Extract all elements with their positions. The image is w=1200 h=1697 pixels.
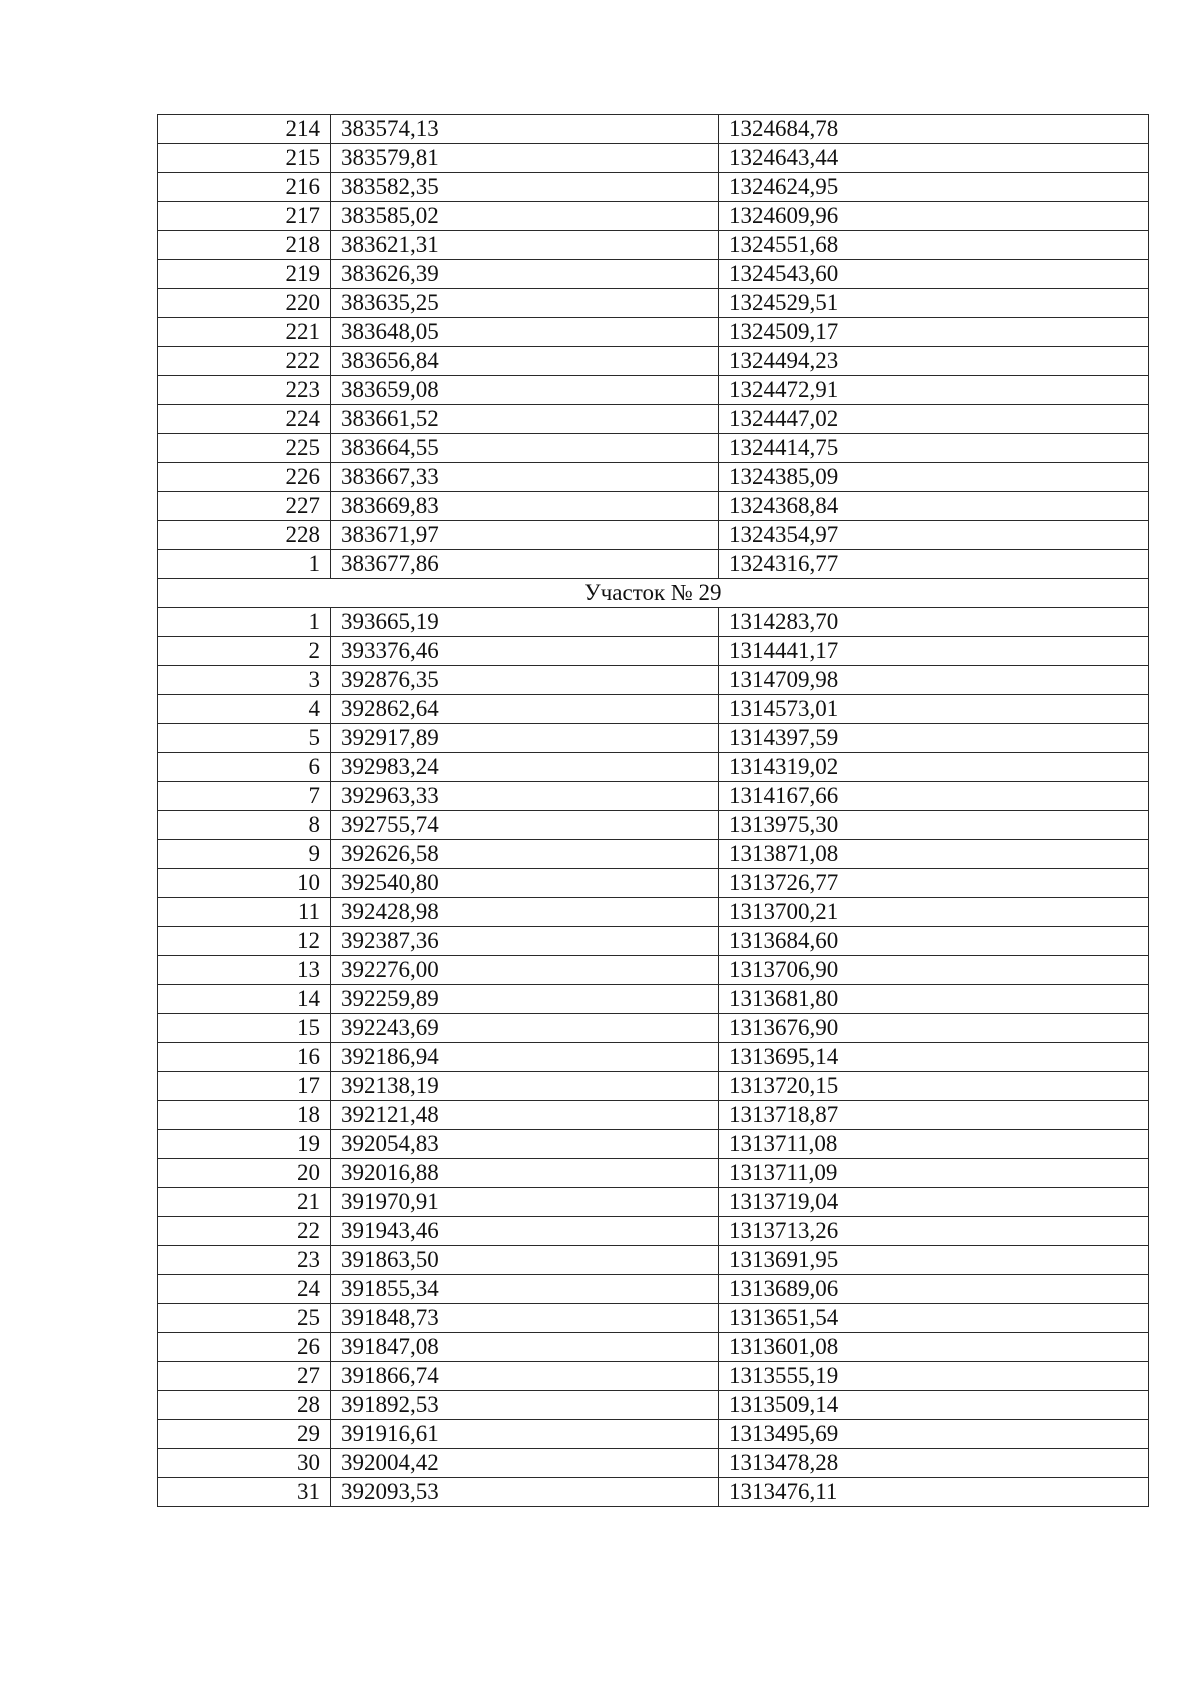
point-number-cell: 13: [158, 956, 331, 985]
y-coordinate-cell: 1313718,87: [719, 1101, 1149, 1130]
table-row: [158, 173, 1149, 202]
table-row: [158, 927, 1149, 956]
y-coordinate-cell: 1313711,09: [719, 1159, 1149, 1188]
point-number-cell: 7: [158, 782, 331, 811]
table-row: [158, 753, 1149, 782]
section-title: Участок № 29: [158, 579, 1149, 608]
point-number-cell: 27: [158, 1362, 331, 1391]
y-coordinate-cell: 1313555,19: [719, 1362, 1149, 1391]
x-coordinate-cell: 392983,24: [331, 753, 719, 782]
table-row: [158, 608, 1149, 637]
table-row: [158, 202, 1149, 231]
table-row: [158, 1101, 1149, 1130]
x-coordinate-cell: 392004,42: [331, 1449, 719, 1478]
point-number-cell: 218: [158, 231, 331, 260]
table-row: [158, 1217, 1149, 1246]
x-coordinate-cell: 392862,64: [331, 695, 719, 724]
table-row: [158, 318, 1149, 347]
table-row: [158, 376, 1149, 405]
table-row: [158, 260, 1149, 289]
point-number-cell: 23: [158, 1246, 331, 1275]
table-row: [158, 492, 1149, 521]
point-number-cell: 14: [158, 985, 331, 1014]
y-coordinate-cell: 1324368,84: [719, 492, 1149, 521]
point-number-cell: 20: [158, 1159, 331, 1188]
x-coordinate-cell: 383582,35: [331, 173, 719, 202]
x-coordinate-cell: 383635,25: [331, 289, 719, 318]
y-coordinate-cell: 1313975,30: [719, 811, 1149, 840]
table-row: [158, 405, 1149, 434]
table-row: [158, 811, 1149, 840]
point-number-cell: 215: [158, 144, 331, 173]
x-coordinate-cell: 391892,53: [331, 1391, 719, 1420]
x-coordinate-cell: 383585,02: [331, 202, 719, 231]
x-coordinate-cell: 392054,83: [331, 1130, 719, 1159]
x-coordinate-cell: 392917,89: [331, 724, 719, 753]
point-number-cell: 214: [158, 115, 331, 144]
y-coordinate-cell: 1313726,77: [719, 869, 1149, 898]
y-coordinate-cell: 1313871,08: [719, 840, 1149, 869]
table-row: [158, 666, 1149, 695]
y-coordinate-cell: 1324609,96: [719, 202, 1149, 231]
point-number-cell: 221: [158, 318, 331, 347]
x-coordinate-cell: 392387,36: [331, 927, 719, 956]
x-coordinate-cell: 392259,89: [331, 985, 719, 1014]
y-coordinate-cell: 1314167,66: [719, 782, 1149, 811]
coordinates-table-body: [158, 115, 1149, 1507]
x-coordinate-cell: 383661,52: [331, 405, 719, 434]
y-coordinate-cell: 1313689,06: [719, 1275, 1149, 1304]
x-coordinate-cell: 392093,53: [331, 1478, 719, 1507]
table-row: [158, 347, 1149, 376]
y-coordinate-cell: 1324643,44: [719, 144, 1149, 173]
point-number-cell: 22: [158, 1217, 331, 1246]
y-coordinate-cell: 1324509,17: [719, 318, 1149, 347]
table-row: [158, 1043, 1149, 1072]
x-coordinate-cell: 383656,84: [331, 347, 719, 376]
table-row: [158, 463, 1149, 492]
table-row: [158, 1420, 1149, 1449]
point-number-cell: 29: [158, 1420, 331, 1449]
table-row: [158, 1478, 1149, 1507]
x-coordinate-cell: 391863,50: [331, 1246, 719, 1275]
x-coordinate-cell: 392963,33: [331, 782, 719, 811]
table-row: [158, 144, 1149, 173]
point-number-cell: 1: [158, 550, 331, 579]
point-number-cell: 19: [158, 1130, 331, 1159]
point-number-cell: 8: [158, 811, 331, 840]
point-number-cell: 25: [158, 1304, 331, 1333]
y-coordinate-cell: 1314397,59: [719, 724, 1149, 753]
y-coordinate-cell: 1314319,02: [719, 753, 1149, 782]
point-number-cell: 217: [158, 202, 331, 231]
x-coordinate-cell: 392138,19: [331, 1072, 719, 1101]
section-header-row: [158, 579, 1149, 608]
point-number-cell: 21: [158, 1188, 331, 1217]
table-row: [158, 637, 1149, 666]
point-number-cell: 216: [158, 173, 331, 202]
x-coordinate-cell: 392186,94: [331, 1043, 719, 1072]
x-coordinate-cell: 391866,74: [331, 1362, 719, 1391]
table-row: [158, 840, 1149, 869]
point-number-cell: 9: [158, 840, 331, 869]
y-coordinate-cell: 1313601,08: [719, 1333, 1149, 1362]
y-coordinate-cell: 1324385,09: [719, 463, 1149, 492]
y-coordinate-cell: 1324543,60: [719, 260, 1149, 289]
point-number-cell: 16: [158, 1043, 331, 1072]
table-row: [158, 550, 1149, 579]
point-number-cell: 31: [158, 1478, 331, 1507]
y-coordinate-cell: 1313695,14: [719, 1043, 1149, 1072]
y-coordinate-cell: 1313681,80: [719, 985, 1149, 1014]
table-row: [158, 1159, 1149, 1188]
table-row: [158, 724, 1149, 753]
point-number-cell: 223: [158, 376, 331, 405]
y-coordinate-cell: 1324316,77: [719, 550, 1149, 579]
table-row: [158, 1391, 1149, 1420]
table-row: [158, 1449, 1149, 1478]
x-coordinate-cell: 392276,00: [331, 956, 719, 985]
x-coordinate-cell: 383621,31: [331, 231, 719, 260]
x-coordinate-cell: 383648,05: [331, 318, 719, 347]
y-coordinate-cell: 1324354,97: [719, 521, 1149, 550]
x-coordinate-cell: 392121,48: [331, 1101, 719, 1130]
table-row: [158, 695, 1149, 724]
y-coordinate-cell: 1313478,28: [719, 1449, 1149, 1478]
table-row: [158, 956, 1149, 985]
y-coordinate-cell: 1313700,21: [719, 898, 1149, 927]
y-coordinate-cell: 1313720,15: [719, 1072, 1149, 1101]
point-number-cell: 30: [158, 1449, 331, 1478]
x-coordinate-cell: 391847,08: [331, 1333, 719, 1362]
x-coordinate-cell: 392540,80: [331, 869, 719, 898]
point-number-cell: 12: [158, 927, 331, 956]
point-number-cell: 4: [158, 695, 331, 724]
point-number-cell: 24: [158, 1275, 331, 1304]
y-coordinate-cell: 1314283,70: [719, 608, 1149, 637]
x-coordinate-cell: 391943,46: [331, 1217, 719, 1246]
point-number-cell: 225: [158, 434, 331, 463]
y-coordinate-cell: 1324414,75: [719, 434, 1149, 463]
point-number-cell: 2: [158, 637, 331, 666]
point-number-cell: 219: [158, 260, 331, 289]
point-number-cell: 1: [158, 608, 331, 637]
y-coordinate-cell: 1313495,69: [719, 1420, 1149, 1449]
x-coordinate-cell: 393376,46: [331, 637, 719, 666]
x-coordinate-cell: 383626,39: [331, 260, 719, 289]
y-coordinate-cell: 1324472,91: [719, 376, 1149, 405]
table-row: [158, 231, 1149, 260]
x-coordinate-cell: 383579,81: [331, 144, 719, 173]
y-coordinate-cell: 1313691,95: [719, 1246, 1149, 1275]
y-coordinate-cell: 1324551,68: [719, 231, 1149, 260]
x-coordinate-cell: 391855,34: [331, 1275, 719, 1304]
y-coordinate-cell: 1313509,14: [719, 1391, 1149, 1420]
y-coordinate-cell: 1324447,02: [719, 405, 1149, 434]
point-number-cell: 3: [158, 666, 331, 695]
x-coordinate-cell: 392243,69: [331, 1014, 719, 1043]
point-number-cell: 222: [158, 347, 331, 376]
y-coordinate-cell: 1313676,90: [719, 1014, 1149, 1043]
y-coordinate-cell: 1314441,17: [719, 637, 1149, 666]
x-coordinate-cell: 392428,98: [331, 898, 719, 927]
table-row: [158, 1246, 1149, 1275]
x-coordinate-cell: 391970,91: [331, 1188, 719, 1217]
y-coordinate-cell: 1313719,04: [719, 1188, 1149, 1217]
y-coordinate-cell: 1314709,98: [719, 666, 1149, 695]
point-number-cell: 6: [158, 753, 331, 782]
x-coordinate-cell: 383677,86: [331, 550, 719, 579]
y-coordinate-cell: 1313713,26: [719, 1217, 1149, 1246]
point-number-cell: 26: [158, 1333, 331, 1362]
y-coordinate-cell: 1313711,08: [719, 1130, 1149, 1159]
point-number-cell: 226: [158, 463, 331, 492]
x-coordinate-cell: 392755,74: [331, 811, 719, 840]
coordinates-table: [157, 114, 1149, 1507]
point-number-cell: 220: [158, 289, 331, 318]
y-coordinate-cell: 1324529,51: [719, 289, 1149, 318]
y-coordinate-cell: 1324624,95: [719, 173, 1149, 202]
point-number-cell: 17: [158, 1072, 331, 1101]
point-number-cell: 11: [158, 898, 331, 927]
x-coordinate-cell: 392016,88: [331, 1159, 719, 1188]
y-coordinate-cell: 1313651,54: [719, 1304, 1149, 1333]
point-number-cell: 28: [158, 1391, 331, 1420]
x-coordinate-cell: 383574,13: [331, 115, 719, 144]
table-row: [158, 1362, 1149, 1391]
point-number-cell: 5: [158, 724, 331, 753]
table-row: [158, 898, 1149, 927]
table-row: [158, 289, 1149, 318]
point-number-cell: 227: [158, 492, 331, 521]
x-coordinate-cell: 392626,58: [331, 840, 719, 869]
y-coordinate-cell: 1313684,60: [719, 927, 1149, 956]
x-coordinate-cell: 391916,61: [331, 1420, 719, 1449]
y-coordinate-cell: 1324684,78: [719, 115, 1149, 144]
table-row: [158, 1188, 1149, 1217]
x-coordinate-cell: 393665,19: [331, 608, 719, 637]
point-number-cell: 10: [158, 869, 331, 898]
point-number-cell: 15: [158, 1014, 331, 1043]
table-row: [158, 1304, 1149, 1333]
table-row: [158, 521, 1149, 550]
x-coordinate-cell: 383667,33: [331, 463, 719, 492]
table-row: [158, 985, 1149, 1014]
y-coordinate-cell: 1313476,11: [719, 1478, 1149, 1507]
table-row: [158, 115, 1149, 144]
y-coordinate-cell: 1324494,23: [719, 347, 1149, 376]
table-row: [158, 1275, 1149, 1304]
table-row: [158, 1014, 1149, 1043]
y-coordinate-cell: 1313706,90: [719, 956, 1149, 985]
table-row: [158, 869, 1149, 898]
x-coordinate-cell: 391848,73: [331, 1304, 719, 1333]
table-row: [158, 782, 1149, 811]
x-coordinate-cell: 392876,35: [331, 666, 719, 695]
table-row: [158, 1072, 1149, 1101]
table-row: [158, 434, 1149, 463]
point-number-cell: 224: [158, 405, 331, 434]
x-coordinate-cell: 383671,97: [331, 521, 719, 550]
table-row: [158, 1130, 1149, 1159]
y-coordinate-cell: 1314573,01: [719, 695, 1149, 724]
x-coordinate-cell: 383669,83: [331, 492, 719, 521]
x-coordinate-cell: 383664,55: [331, 434, 719, 463]
x-coordinate-cell: 383659,08: [331, 376, 719, 405]
table-row: [158, 1333, 1149, 1362]
point-number-cell: 228: [158, 521, 331, 550]
point-number-cell: 18: [158, 1101, 331, 1130]
